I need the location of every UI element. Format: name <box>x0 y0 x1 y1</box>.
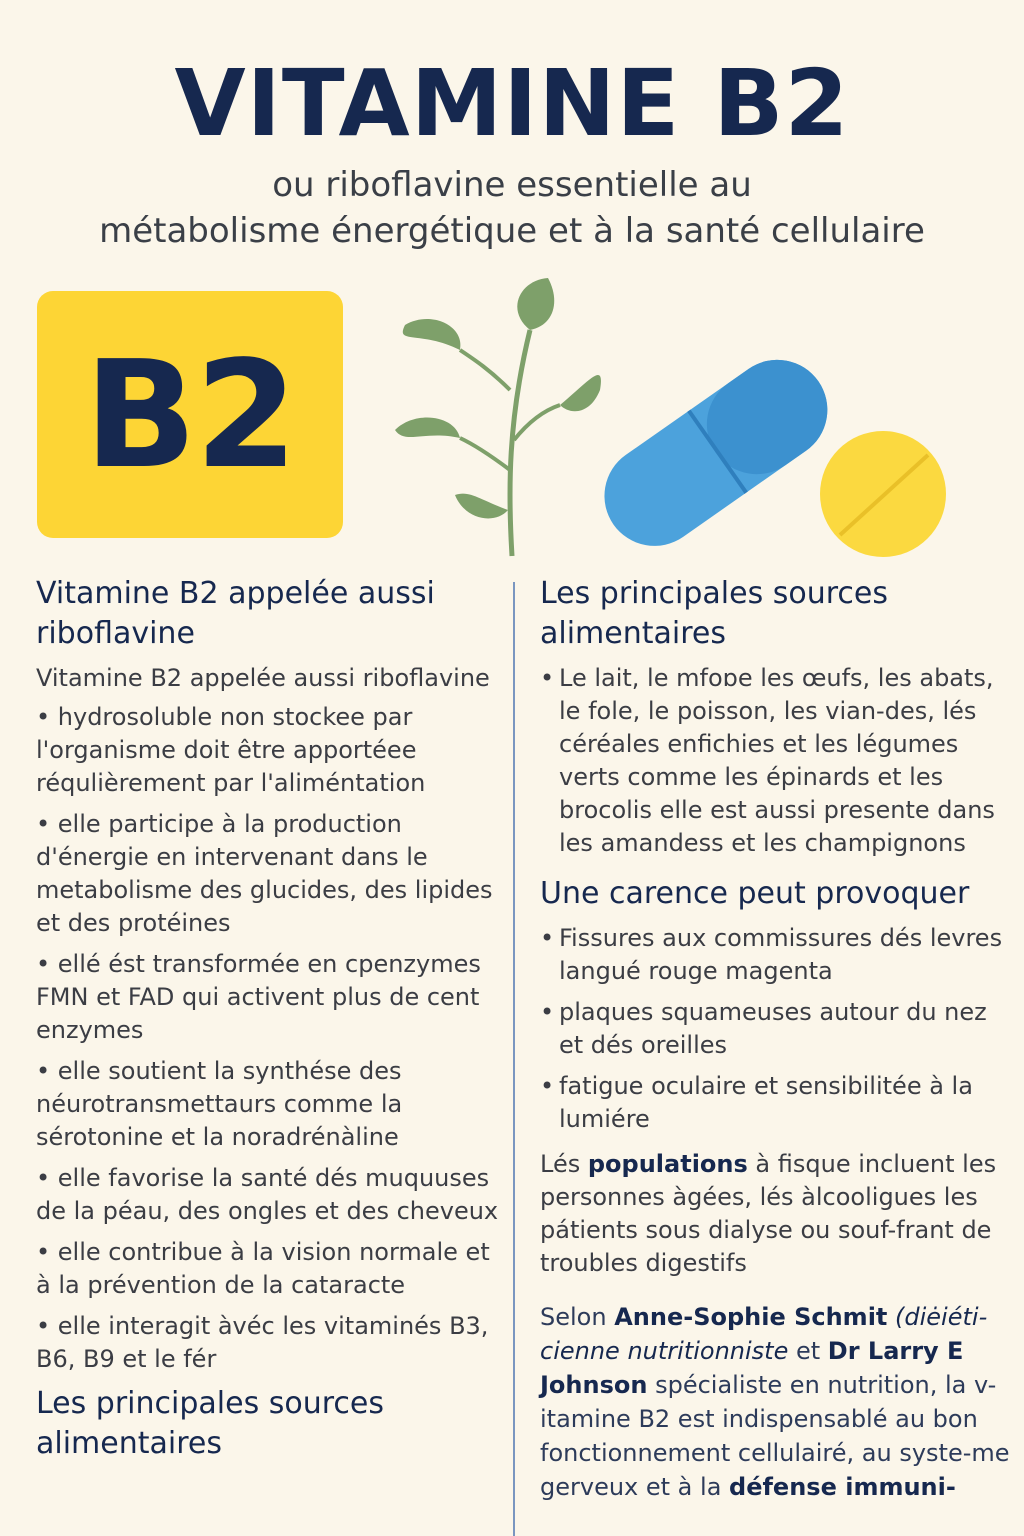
risk-highlight: populations <box>587 1150 748 1178</box>
expert-quote <box>540 1300 1015 1504</box>
subtitle-line-2: métabolisme énergétique et à la santé cellulaire <box>99 211 925 251</box>
deficiency-heading: Une carence peut provoquer <box>540 876 970 911</box>
list-item: • elle soutient la synthése des néurotransmettaurs comme la sérotonine et la noradrénàline <box>36 1057 403 1151</box>
list-item: • ellé ést transformée en cpenzymes FMN et FAD qui activent plus de cent enzymes <box>36 950 481 1044</box>
illustration <box>380 270 980 570</box>
list-item: • elle participe à la production d'énergie en intervenant dans le metabolisme des glucides, des lipides et des protéines <box>36 810 493 937</box>
quote-pre: Selon <box>540 1303 615 1331</box>
quote-role-1: (diėiéti-cienne nutritionniste <box>540 1303 988 1365</box>
quote-and: et <box>788 1337 828 1365</box>
risk-post: à fisque incluent les personnes àgées, lés àlcooligues les pátients sous dialyse ou souf-frant de troubles digestifs <box>540 1150 997 1277</box>
risk-populations-text <box>540 1148 1015 1280</box>
page-title: VITAMINE B2 <box>174 50 850 157</box>
list-item: • elle contribue à la vision normale et à la prévention de la cataracte <box>36 1238 490 1299</box>
list-item: • Le lait, le mfoɒe les œufs, les abats, le fole, le poisson, les vian-des, lés céréales enfichies et les légumes verts comme les épinards et les brocolis elle est aussi presente dans les amandess et les champignons <box>540 662 1015 860</box>
capsule-icon <box>585 340 847 565</box>
left-heading-2: Les principales sources alimentaires <box>36 1386 385 1461</box>
quote-expert-2: Dr Larry E Johnson <box>540 1337 964 1399</box>
list-item: • Fissures aux commissures dés levres langué rouge magenta <box>540 922 1015 988</box>
left-intro: Vitamine B2 appelée aussi riboflavine <box>36 664 490 692</box>
sources-list <box>540 662 1015 860</box>
column-divider <box>513 582 515 1536</box>
tablet-icon <box>820 431 946 557</box>
b2-badge-label: B2 <box>84 328 296 501</box>
benefits-list <box>36 701 506 1376</box>
list-item: • fatigue oculaire et sensibilitée à la lumiére <box>540 1070 1015 1136</box>
quote-body: spécialiste en nutrition, la v-itamine B2 est indispensablé au bon fonctionnement cellulairé, au syste-me gerveux et à la <box>540 1371 1010 1501</box>
right-heading: Les principales sources alimentaires <box>540 576 889 651</box>
right-column <box>540 574 1015 1504</box>
list-item: • hydrosoluble non stockee par l'organisme doit être apportéee réqulièrement par l'aliméntation <box>36 703 426 797</box>
leaf-sprig-icon <box>395 278 601 556</box>
page-subtitle <box>0 162 1024 254</box>
risk-pre: Lés <box>540 1150 588 1178</box>
deficiency-list <box>540 922 1015 1136</box>
list-item: • plaques squameuses autour du nez et dés oreilles <box>540 996 1015 1062</box>
quote-highlight: défense immuni- <box>729 1473 956 1501</box>
list-item: • elle interagit àvéc les vitaminés B3, B6, B9 et le fér <box>36 1312 489 1373</box>
left-column <box>36 574 506 1472</box>
subtitle-line-1: ou riboflavine essentielle au <box>272 165 752 205</box>
left-heading: Vitamine B2 appelée aussi riboflavine <box>36 576 435 651</box>
quote-expert-1: Anne-Sophie Schmit <box>614 1303 888 1331</box>
b2-badge <box>37 291 343 538</box>
list-item: • elle favorise la santé dés muquuses de la péau, des ongles et des cheveux <box>36 1164 499 1225</box>
